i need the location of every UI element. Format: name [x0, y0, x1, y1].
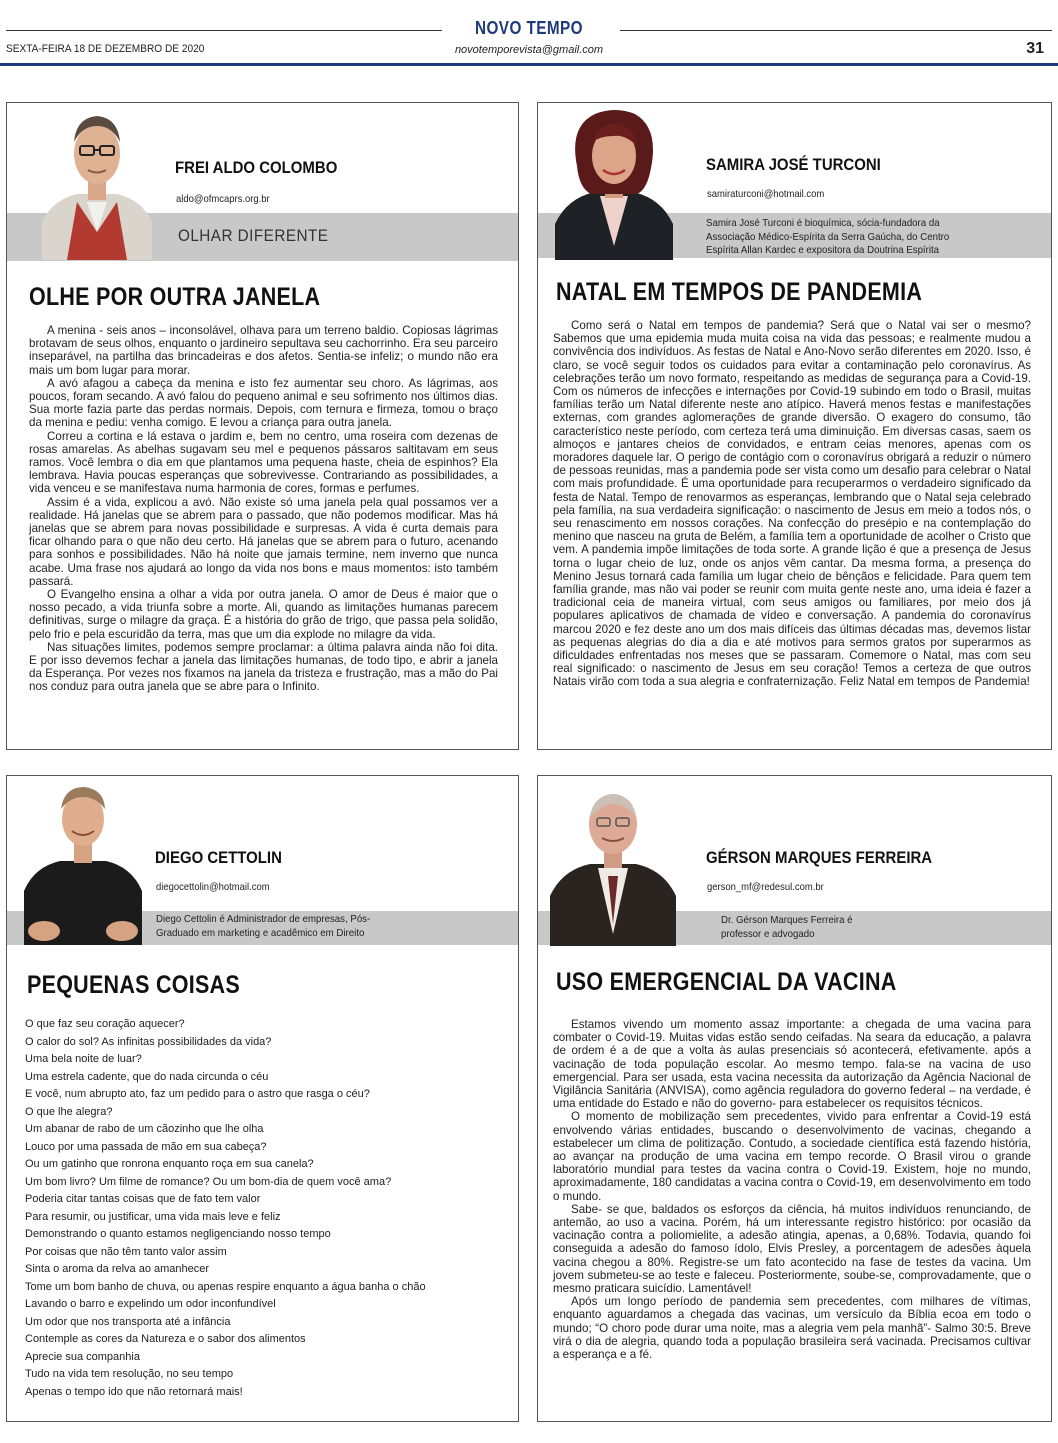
poem-line: Para resumir, ou justificar, uma vida mais leve e feliz	[25, 1210, 281, 1223]
poem-line: O que faz seu coração aquecer?	[25, 1018, 185, 1030]
paragraph: O Evangelho ensina a olhar a vida por outra janela. O amor de Deus é maior que o nosso pecado, a vida triunfa sobre a morte. Ali, quando as limitações humanas parecem definitivas, surge o milagre da graça. É a história do grão de trigo, que passa pela solidão, pelo frio e pela escuridão da terra, mas que um dia explode no milagre da vida.	[29, 588, 498, 641]
poem-line: Um odor que nos transporta até a infância	[25, 1315, 231, 1328]
article-headline: PEQUENAS COISAS	[27, 971, 240, 999]
paragraph: Estamos vivendo um momento assaz importante: a chegada de uma vacina para combater o Covid-19. Muitas vidas estão sendo ceifadas. Na seara da educação, a palavra de ordem é a de que a volta às aulas presenciais só acontecerá, efetivamente. após a vacinação de toda população escolar. Ao mesmo tempo. fala-se na vacina de uso emergencial. Para ser usada, esta vacina necessita da autorização da Agência Nacional de Vigilância Sanitária (ANVISA), como agência reguladora do governo federal – na verdade, é uma entidade do Estado e não do governo- para estabelecer os requisitos técnicos.	[553, 1018, 1031, 1111]
paragraph: Após um longo período de pandemia sem precedentes, com milhares de vítimas, enquanto aguardamos a chegada das vacinas, um versículo da Bíblia ecoa em todo o mundo; “O choro pode durar uma noite, mas a alegria vem pela manhã”- Salmo 30:5. Breve virá o dia de alegria, quando toda a população brasileira será vacinada. Precisamos cultivar a esperança e a fé.	[553, 1295, 1031, 1362]
newspaper-email: novotemporevista@gmail.com	[454, 44, 604, 56]
author-bio: Samira José Turconi é bioquímica, sócia-fundadora da Associação Médico-Espírita da Serra Gaúcha, do Centro Espírita Allan Kardec e expositora da Doutrina Espírita	[706, 217, 950, 256]
article-body	[553, 1018, 1031, 1361]
author-name: DIEGO CETTOLIN	[155, 848, 282, 867]
article-box-natal-em-tempos-de-pandemia	[537, 102, 1052, 750]
poem-line: Uma estrela cadente, que do nada circunda o céu	[25, 1070, 269, 1083]
poem-line: Contemple as cores da Natureza e o sabor dos alimentos	[25, 1333, 306, 1345]
poem-line: Ou um gatinho que ronrona enquanto roça em sua canela?	[25, 1158, 314, 1170]
author-bio: Diego Cettolin é Administrador de empresas, Pós-Graduado em marketing e acadêmico em Direito	[156, 913, 371, 939]
poem-line: O calor do sol? As infinitas possibilidades da vida?	[25, 1035, 272, 1048]
paragraph: Sabe- se que, baldados os esforços da ciência, há muitos indivíduos renunciando, de antemão, ao uso a vacina. Porém, há um interessante registro histórico: por ocasião da vacinação contra a poliomielite, a adesão atingia, apenas, a 0,68%. Todavia, quando foi conseguida a adesão do famoso ídolo, Elvis Presley, a porcentagem de adesões àquela vacina chegou a 80%. Registre-se um fato acontecido na fase de testes da vacina. Um jovem submeteu-se ao teste e faleceu. Posteriormente, soube-se, comprovadamente, que o mesmo praticara suicídio. Lamentável!	[553, 1202, 1031, 1296]
author-name: GÉRSON MARQUES FERREIRA	[706, 848, 933, 867]
author-photo-gerson	[550, 784, 676, 946]
poem-line: O que lhe alegra?	[25, 1105, 113, 1118]
article-box-uso-emergencial-da-vacina	[537, 775, 1052, 1422]
poem-line: Uma bela noite de luar?	[25, 1053, 142, 1065]
page-number: 31	[1026, 40, 1044, 57]
article-box-pequenas-coisas	[6, 775, 519, 1422]
author-photo-diego	[24, 781, 142, 945]
poem-line: Louco por uma passada de mão em sua cabeça?	[25, 1140, 267, 1153]
paragraph: Correu a cortina e lá estava o jardim e, bem no centro, uma roseira com dezenas de rosas amarelas. As abelhas sugavam seu mel e pequenos pássaros saltitavam em seus ramos. Você lembra o dia em que plantamos uma pequena haste, cheia de espinhos? Ela lembrava. Havia poucas esperanças que sobrevivesse. Contrariando as possibilidades, a vida venceu e se manifestava numa harmonia de cores, formas e perfumes.	[29, 429, 498, 496]
paragraph: A avó afagou a cabeça da menina e isto fez aumentar seu choro. As lágrimas, aos poucos, foram secando. A avó falou do pequeno animal e seu sofrimento nos últimos dias. Sua morte fazia parte das perdas normais. Depois, com ternura e firmeza, tomou o braço da menina e pediu: venha comigo. E levou a criança para outra janela.	[29, 376, 498, 430]
author-photo-samira	[555, 106, 673, 260]
article-headline: NATAL EM TEMPOS DE PANDEMIA	[556, 278, 923, 306]
poem-line: Sinta o aroma da relva ao amanhecer	[25, 1263, 210, 1275]
poem-line: Demonstrando o quanto estamos negligenciando nosso tempo	[25, 1228, 331, 1240]
article-body	[553, 319, 1031, 689]
author-bio: Dr. Gérson Marques Ferreira é professor e advogado	[721, 914, 853, 940]
article-headline: OLHE POR OUTRA JANELA	[29, 283, 321, 311]
poem-line: E você, num abrupto ato, faz um pedido para o astro que rasga o céu?	[25, 1088, 370, 1100]
paragraph: A menina - seis anos – inconsolável, olhava para um terreno baldio. Copiosas lágrimas brotavam de seus olhos, enquanto o jardineiro sepultava seu cachorrinho. Era seu parceiro inseparável, na partilha das brincadeiras e dos afetos. Sentia-se infeliz; o mundo não era mais um bom lugar para morar.	[29, 324, 498, 377]
poem-line: Tome um bom banho de chuva, ou apenas respire enquanto a água banha o chão	[25, 1280, 426, 1293]
article-body	[29, 324, 498, 694]
author-email: aldo@ofmcaprs.org.br	[176, 193, 270, 205]
masthead-blue-rule	[0, 63, 1058, 66]
paragraph: Como será o Natal em tempos de pandemia? Será que o Natal vai ser o mesmo? Sabemos que uma epidemia muda muita coisa na vida das pessoas; e realmente mudou a convivência dos indivíduos. As festas de Natal e Ano-Novo serão diferentes em 2020. Isso, é claro, se você seguir todos os cuidados para evitar a contaminação pelo coronavírus. As celebrações terão um novo formato, respeitando as medidas de segurança para a Covid-19. Com os números de infecções e internações por Covid-19 subindo em todo o Brasil, muitas famílias terão um Natal diferente neste ano atípico. Haverá menos festas e manifestações externas, com grandes aglomerações de grande diversão. O exagero do consumo, tão característico neste período, com certeza terá uma diminuição. Em diversas casas, saem os almoços e jantares cheios de convidados, e entram ceias menores, apenas com os moradores daquele lar. O perigo de contágio com o coronavírus obrigará a reduzir o número de pessoas reunidas, mas a pandemia pode ser vista como um desafio para celebrar o Natal com mais profundidade. É uma oportunidade para recuperarmos o verdadeiro significado da festa de Natal. Tempo de renovarmos as esperanças, lembrando que o Natal seja celebrado pela família, na sua verdadeira significação: o nascimento de Jesus em meio a todos nós, o seu renascimento em nossos corações. Na confecção do presépio e na contemplação do menino que nasceu na gruta de Belém, a família tem a oportunidade de acolher o Cristo que vem. A pandemia impõe limitações de toda sorte. A grande lição é que a presença de Jesus torna o lugar cheio de luz, onde os anjos vêm cantar. Da mesma forma, a presença do Menino Jesus tornará cada família um lugar cheio de bênçãos e felicidade. Para quem tem família grande, mas não vai poder se reunir com muita gente neste ano, uma ideia é fazer a tradicional ceia de maneira virtual, com seus amigos ou familiares, por meio dos já populares aplicativos de chamada de vídeo e conversação. A pandemia do coronavírus marcou 2020 e fez deste ano um dos mais difíceis das últimas décadas mas, devemos listar as pequenas alegrias do dia a dia e até motivos para sermos gratos por superarmos as dificuldades enfrentadas nos meses que se passaram. Comemore o Natal, mas com seu real significado: o nascimento de Jesus em seu coração! Temos a certeza de que outros Natais virão com toda a sua alegria e confraternização. Feliz Natal em tempos de Pandemia!	[553, 319, 1031, 689]
newspaper-title: NOVO TEMPO	[475, 18, 583, 38]
author-name: SAMIRA JOSÉ TURCONI	[706, 155, 881, 174]
article-box-olhe-por-outra-janela	[6, 102, 519, 750]
poem-line: Apenas o tempo ido que não retornará mais!	[25, 1385, 243, 1398]
author-email: gerson_mf@redesul.com.br	[707, 881, 824, 893]
poem-line: Tudo na vida tem resolução, no seu tempo	[25, 1368, 234, 1380]
article-headline: USO EMERGENCIAL DA VACINA	[556, 968, 897, 996]
poem-line: Um bom livro? Um filme de romance? Ou um bom-dia de quem você ama?	[25, 1175, 392, 1188]
masthead	[0, 0, 1058, 70]
author-email: diegocettolin@hotmail.com	[156, 881, 270, 893]
author-name: FREI ALDO COLOMBO	[175, 158, 338, 177]
poem-lines	[25, 1016, 426, 1401]
paragraph: Nas situações limites, podemos sempre proclamar: a última palavra ainda não foi dita. E por isso devemos fechar a janela das limitações humanas, de todo tipo, e abrir a janela da Esperança. Por vezes nos fixamos na janela da tristeza e frustração, mas a mão do Pai nos conduz para outra janela que se abre para o Infinito.	[29, 640, 498, 694]
poem-line: Por coisas que não têm tanto valor assim	[25, 1245, 227, 1258]
paragraph: O momento de mobilização sem precedentes, vivido para enfrentar a Covid-19 está envolvendo várias entidades, buscando o desenvolvimento de vacinas, chegando a estabelecer um clima de politização. Contudo, a sociedade científica está fazendo história, ao avançar na produção de uma vacina em tempo recorde. O Brasil virou o grande laboratório mundial para testes da vacina contra o Covid-19. Existem, hoje no mundo, aproximadamente, 180 candidatas a vacina contra o Covid-19, em desenvolvimento em todo o mundo.	[553, 1110, 1031, 1203]
issue-date: SEXTA-FEIRA 18 DE DEZEMBRO DE 2020	[6, 43, 205, 55]
section-label: OLHAR DIFERENTE	[178, 226, 329, 245]
poem-line: Aprecie sua companhia	[25, 1350, 140, 1363]
poem-line: Um abanar de rabo de um cãozinho que lhe olha	[25, 1123, 264, 1135]
author-photo-frei-aldo	[42, 102, 152, 260]
poem-line: Poderia citar tantas coisas que de fato tem valor	[25, 1193, 261, 1205]
author-email: samiraturconi@hotmail.com	[707, 188, 825, 200]
poem-line: Lavando o barro e expelindo um odor inconfundível	[25, 1298, 276, 1310]
paragraph: Assim é a vida, explicou a avó. Não existe só uma janela pela qual possamos ver a realidade. Há janelas que se abrem para o passado, que não podemos modificar. Mas há janelas que se abrem para novas possibilidade e surpresas. A vida é curta demais para ficar olhando para o que não deu certo. Há janelas que se abrem para o futuro, acenando para sonhos e possibilidades. Não há noite que jamais termine, nem inverno que nunca acabe. Uma frase nos ajudará ao longo da vida nos bons e maus momentos: isto também passará.	[29, 495, 498, 588]
